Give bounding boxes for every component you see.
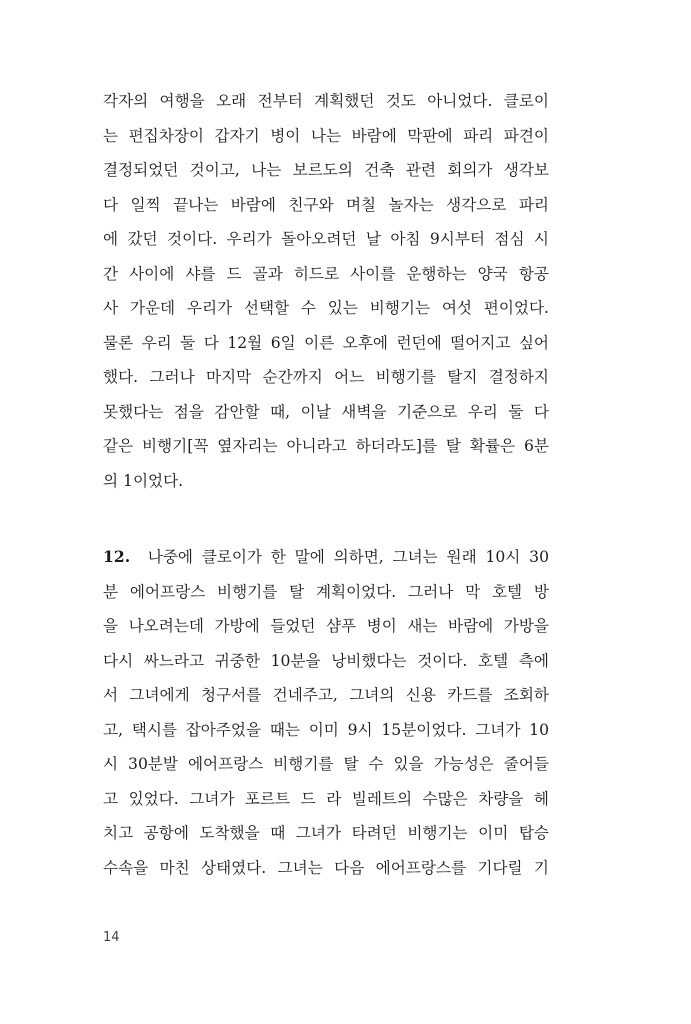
text-line: 사 가운데 우리가 선택할 수 있는 비행기는 여섯 편이었다. (103, 299, 549, 317)
text-line: 각자의 여행을 오래 전부터 계획했던 것도 아니었다. 클로이 (103, 92, 549, 110)
text-line: 물론 우리 둘 다 12월 6일 이른 오후에 런던에 떨어지고 싶어 (103, 333, 549, 352)
text-line: 했다. 그러나 마지막 순간까지 어느 비행기를 탈지 결정하지 (103, 368, 549, 386)
text-line: 같은 비행기[꼭 옆자리는 아니라고 하더라도]를 탈 확률은 6분 (103, 437, 549, 455)
text-line: 을 나오려는데 가방에 들었던 샴푸 병이 새는 바람에 가방을 (103, 617, 549, 635)
text-line: 고, 택시를 잡아주었을 때는 이미 9시 15분이었다. 그녀가 10 (103, 720, 549, 739)
paragraph-1 (103, 84, 549, 498)
text-line: 시 30분발 에어프랑스 비행기를 탈 수 있을 가능성은 줄어들 (103, 755, 549, 773)
paragraph-12 (103, 540, 549, 885)
text-line: 에 갔던 것이다. 우리가 돌아오려던 날 아침 9시부터 점심 시 (103, 230, 549, 248)
text-line-content: 나중에 클로이가 한 말에 의하면, 그녀는 원래 10시 30 (147, 548, 549, 566)
page-number: 14 (103, 930, 120, 945)
text-line: 결정되었던 것이고, 나는 보르도의 건축 관련 회의가 생각보 (103, 161, 549, 179)
text-line: 는 편집차장이 갑자기 병이 나는 바람에 막판에 파리 파견이 (103, 126, 549, 145)
text-line: 서 그녀에게 청구서를 건네주고, 그녀의 신용 카드를 조회하 (103, 686, 549, 704)
text-line: 간 사이에 샤를 드 골과 히드로 사이를 운행하는 양국 항공 (103, 264, 549, 283)
text-line: 다 일찍 끝나는 바람에 친구와 며칠 놀자는 생각으로 파리 (103, 195, 549, 214)
text-line: 치고 공항에 도착했을 때 그녀가 타려던 비행기는 이미 탑승 (103, 824, 549, 842)
text-line: 수속을 마친 상태였다. 그녀는 다음 에어프랑스를 기다릴 기 (103, 858, 549, 877)
text-line-numbered (103, 540, 549, 575)
text-line: 못했다는 점을 감안할 때, 이날 새벽을 기준으로 우리 둘 다 (103, 402, 549, 421)
text-line: 의 1이었다. (103, 471, 184, 490)
text-line: 다시 싸느라고 귀중한 10분을 낭비했다는 것이다. 호텔 측에 (103, 651, 549, 670)
text-line: 분 에어프랑스 비행기를 탈 계획이었다. 그러나 막 호텔 방 (103, 582, 549, 601)
text-line: 고 있었다. 그녀가 포르트 드 라 빌레트의 수많은 차량을 헤 (103, 789, 549, 808)
section-number: 12. (103, 547, 131, 566)
